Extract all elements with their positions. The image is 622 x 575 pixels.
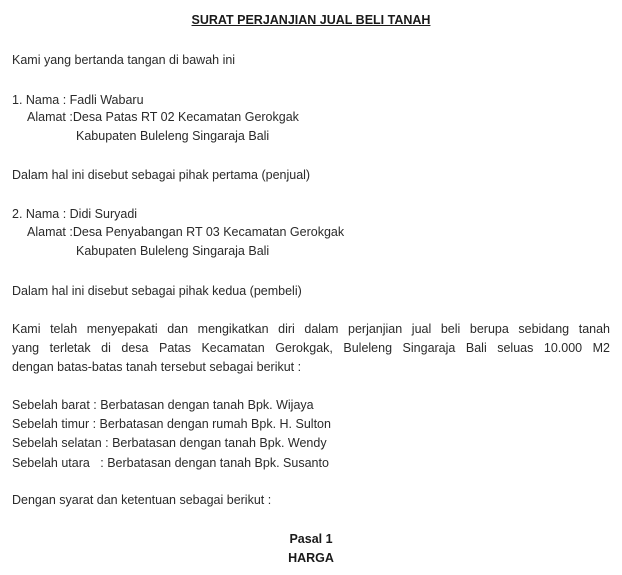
party2-address-line2: Kabupaten Buleleng Singaraja Bali [76,244,270,258]
party2-address [27,225,344,240]
party1-address-line2: Kabupaten Buleleng Singaraja Bali [76,129,270,143]
party1-address [27,110,299,125]
party1-role: Dalam hal ini disebut sebagai pihak pertama (penjual) [12,168,311,182]
party2-address-label: Alamat : [27,225,73,239]
party1-name: 1. Nama : Fadli Wabaru [12,93,144,107]
party1-address-line1: Desa Patas RT 02 Kecamatan Gerokgak [72,110,299,124]
agreement-line-2: yang terletak di desa Patas Kecamatan Gerokgak, Buleleng Singaraja Bali seluas 10.000 M2 [12,341,610,355]
intro-text: Kami yang bertanda tangan di bawah ini [12,53,236,67]
party2-role: Dalam hal ini disebut sebagai pihak kedua (pembeli) [12,284,302,298]
article-number: Pasal 1 [289,532,333,546]
boundary-west: Sebelah barat : Berbatasan dengan tanah Bpk. Wijaya [12,398,314,412]
terms-intro: Dengan syarat dan ketentuan sebagai berikut : [12,493,272,507]
agreement-line-3: dengan batas-batas tanah tersebut sebagai berikut : [12,360,302,374]
boundary-north: Sebelah utara : Berbatasan dengan tanah Bpk. Susanto [12,456,329,470]
boundary-east: Sebelah timur : Berbatasan dengan rumah Bpk. H. Sulton [12,417,331,431]
party2-name: 2. Nama : Didi Suryadi [12,207,138,221]
agreement-line-1: Kami telah menyepakati dan mengikatkan diri dalam perjanjian jual beli berupa sebidang tanah [12,322,610,336]
party2-address-line1: Desa Penyabangan RT 03 Kecamatan Gerokgak [72,225,345,239]
article-title: HARGA [288,551,334,565]
boundary-south: Sebelah selatan : Berbatasan dengan tanah Bpk. Wendy [12,436,327,450]
party1-address-label: Alamat : [27,110,73,124]
document-title: SURAT PERJANJIAN JUAL BELI TANAH [191,13,431,27]
